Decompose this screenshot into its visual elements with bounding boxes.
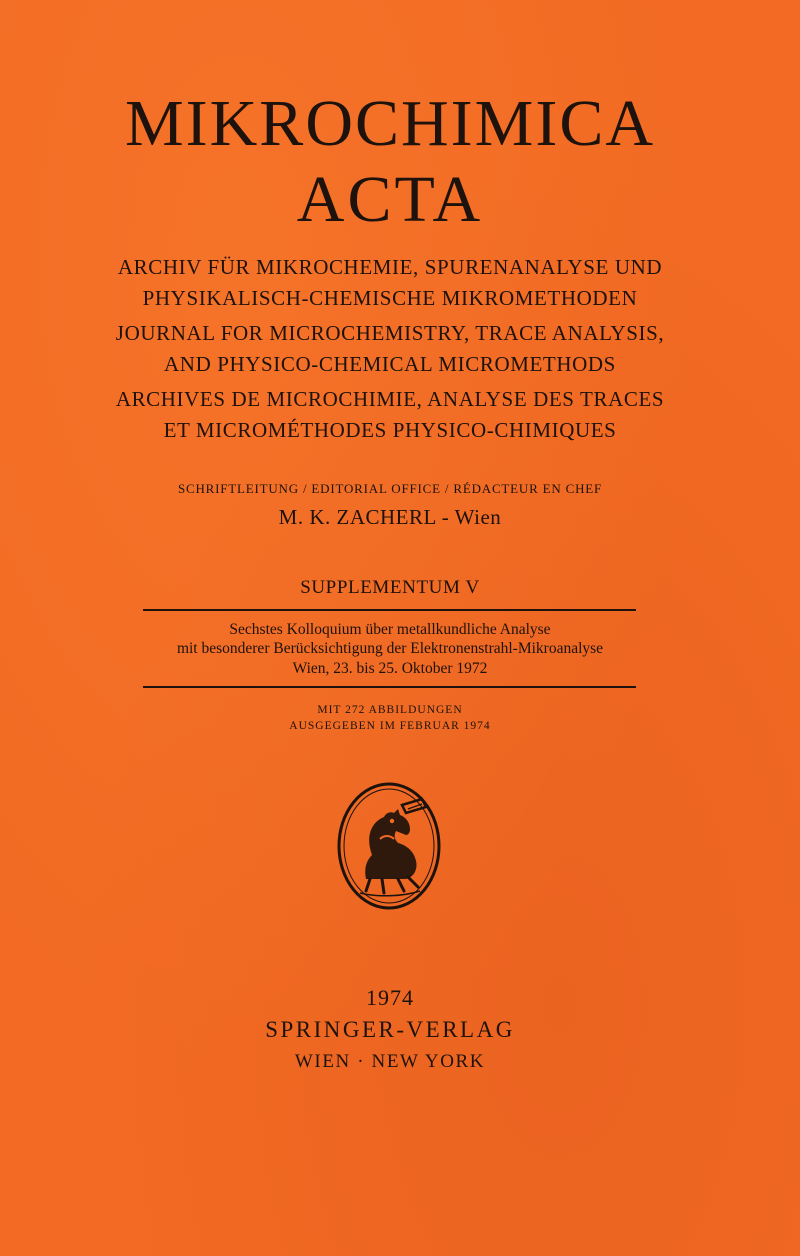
illustrations-count: MIT 272 ABBILDUNGEN	[317, 704, 463, 716]
subtitle-english-line2: AND PHYSICO-CHEMICAL MICROMETHODS	[164, 352, 616, 376]
subtitle-french-line1: ARCHIVES DE MICROCHIMIE, ANALYSE DES TRACES	[115, 387, 665, 411]
journal-title-line1: MIKROCHIMICA	[124, 87, 656, 160]
top-divider	[143, 609, 636, 611]
subtitle-german-line1: ARCHIV FÜR MIKROCHEMIE, SPURENANALYSE UND	[117, 255, 663, 279]
subtitle-french-line2: ET MICROMÉTHODES PHYSICO-CHIMIQUES	[163, 418, 617, 442]
publisher-cities: WIEN · NEW YORK	[294, 1051, 486, 1072]
bottom-divider	[143, 686, 636, 688]
supplement-label: SUPPLEMENTUM V	[300, 577, 480, 598]
publication-year: 1974	[366, 985, 414, 1010]
springer-knight-seal-icon	[336, 781, 442, 911]
subtitle-german-line2: PHYSIKALISCH-CHEMISCHE MIKROMETHODEN	[142, 286, 638, 310]
subtitle-english-line1: JOURNAL FOR MICROCHEMISTRY, TRACE ANALYSIS,	[115, 321, 665, 345]
editor-name: M. K. ZACHERL - Wien	[278, 505, 502, 529]
colloquium-line3: Wien, 23. bis 25. Oktober 1972	[292, 660, 488, 677]
journal-title-line2: ACTA	[296, 163, 484, 236]
editorial-office-label: SCHRIFTLEITUNG / EDITORIAL OFFICE / RÉDACTEUR EN CHEF	[177, 481, 603, 496]
publisher-name: SPRINGER-VERLAG	[265, 1017, 515, 1042]
issue-date: AUSGEGEBEN IM FEBRUAR 1974	[289, 720, 491, 732]
colloquium-line2: mit besonderer Berücksichtigung der Elektronenstrahl-Mikroanalyse	[176, 640, 604, 657]
colloquium-line1: Sechstes Kolloquium über metallkundliche Analyse	[229, 621, 551, 638]
